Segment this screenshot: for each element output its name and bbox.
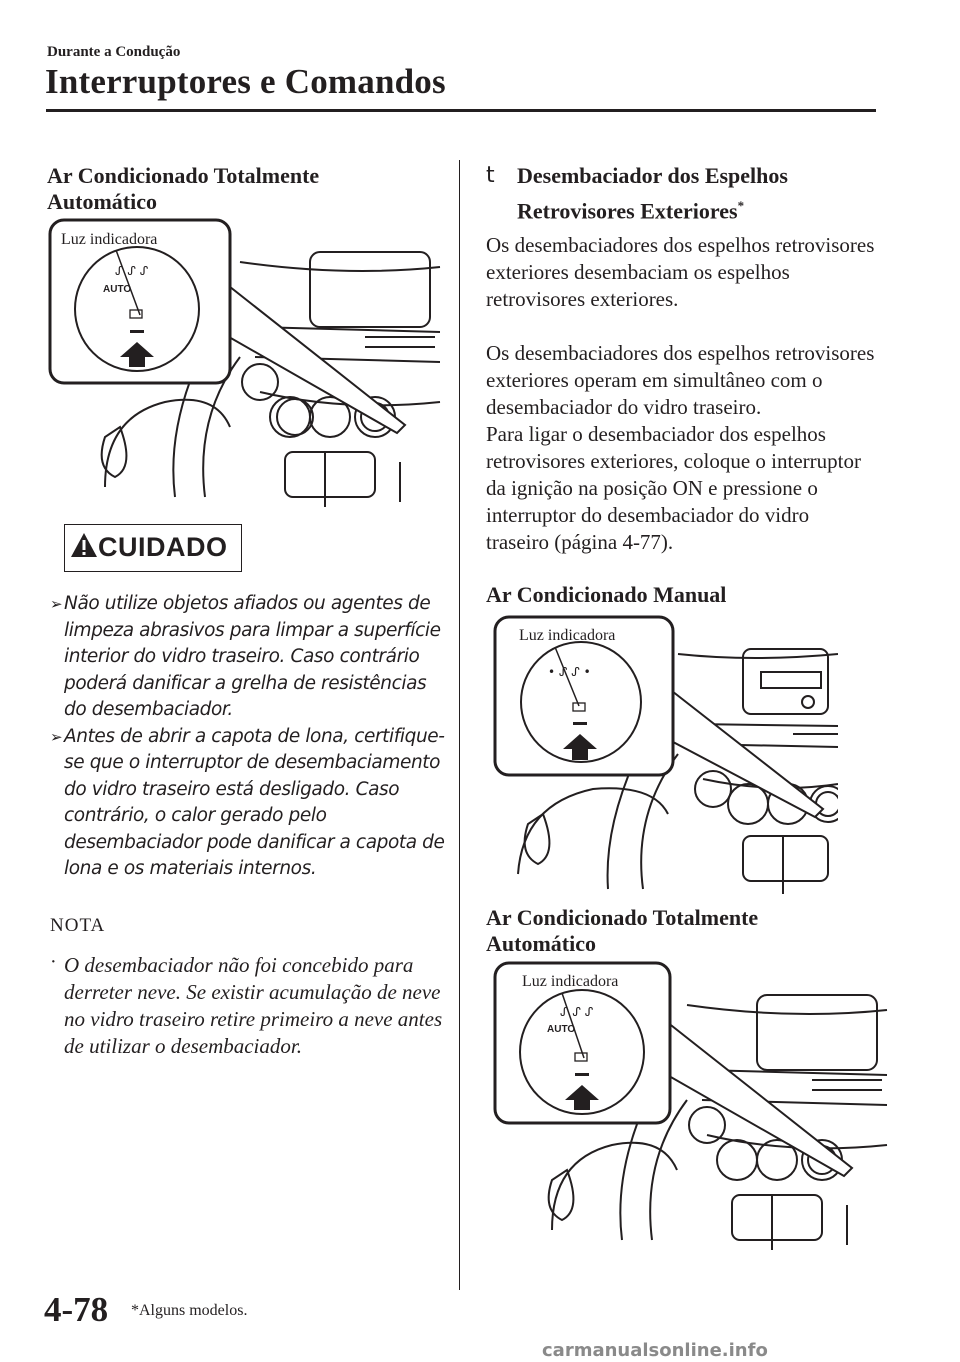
footnote: *Alguns modelos.: [131, 1302, 248, 1319]
page-title: Interruptores e Comandos: [45, 62, 446, 101]
caution-list: [50, 591, 445, 883]
header-rule: [46, 109, 876, 112]
mirror-defroster-text: Os desembaciadores dos espelhos retrovisores exteriores desembaciam os espelhos retrovisores exteriores. Os desembaciadores dos espelhos retrovisores exteriores operam em simultâneo com o desembaciador do vidro traseiro. Para ligar o desembaciador dos espelhos retrovisores exteriores, coloque o interruptor da ignição na posição ON e pressione o interruptor do desembaciador do vidro traseiro (página 4-77).: [486, 233, 875, 554]
heading-mirror-defroster-2: Retrovisores Exteriores*: [517, 198, 745, 224]
nota-title: NOTA: [50, 915, 106, 936]
callout-text-1: Luz indicadora: [61, 231, 158, 248]
watermark: carmanualsonline.info: [542, 1340, 768, 1361]
column-divider: [459, 160, 460, 1290]
callout-text-2: Luz indicadora: [519, 627, 616, 644]
caution-item-2: ➢ Antes de abrir a capota de lona, certifique-se que o interruptor de desembaciamento do vidro traseiro está desligado. Caso contrário, o calor gerado pelo desembaciador pode danificar a capota de lona e os materiais internos.: [50, 725, 445, 879]
figure-auto-ac-left: [45, 217, 445, 507]
svg-text:• ᔑ ᔑ •: • ᔑ ᔑ •: [548, 665, 591, 679]
figure-auto-ac-right: [492, 960, 892, 1250]
dot-bullet-icon: ·: [50, 951, 57, 973]
figure-manual-ac: [493, 614, 838, 894]
triangle-bullet-icon: ➢: [50, 595, 63, 613]
warning-triangle-icon: [70, 532, 98, 558]
t-bullet: t: [486, 163, 495, 188]
caution-label: CUIDADO: [98, 532, 228, 562]
heading-manual-ac: Ar Condicionado Manual: [486, 582, 727, 607]
page-number: 4-78: [44, 1290, 109, 1329]
triangle-bullet-icon: ➢: [50, 727, 63, 746]
caution-item-1: ➢ Não utilize objetos afiados ou agentes de limpeza abrasivos para limpar a superfície interior do vidro traseiro. Caso contrário poderá danificar a grelha de resistências do desembaciador.: [50, 593, 441, 720]
callout-text-3: Luz indicadora: [522, 973, 619, 990]
svg-text:ᔑ ᔑ ᔑ: ᔑ ᔑ ᔑ: [115, 264, 149, 278]
svg-text:AUTO: AUTO: [103, 284, 132, 295]
heading-mirror-defroster-1: Desembaciador dos Espelhos: [517, 163, 788, 188]
nota-body: · O desembaciador não foi concebido para derreter neve. Se existir acumulação de neve no vidro traseiro retire primeiro a neve antes de utilizar o desembaciador.: [50, 951, 443, 1058]
section-label: Durante a Condução: [47, 44, 181, 60]
svg-text:ᔑ ᔑ ᔑ: ᔑ ᔑ ᔑ: [560, 1005, 594, 1019]
svg-text:AUTO: AUTO: [547, 1024, 576, 1035]
heading-auto-ac-right: Ar Condicionado Totalmente Automático: [486, 905, 759, 956]
heading-auto-ac-left: Ar Condicionado Totalmente Automático: [47, 163, 320, 214]
